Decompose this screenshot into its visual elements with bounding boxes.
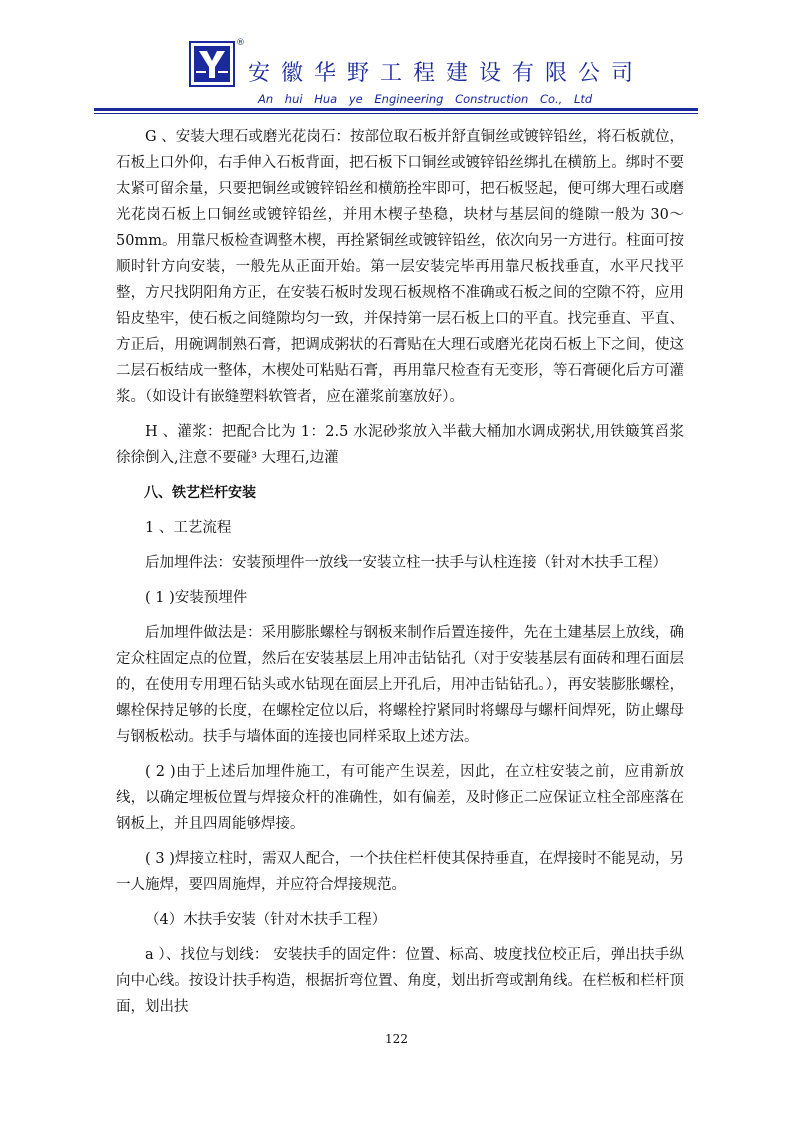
document-body <box>116 124 684 1029</box>
paragraph-positioning: a ）、找位与划线： 安装扶手的固定件：位置、标高、坡度找位校正后，弹出扶手纵向中心线。按设计扶手构造，根据折弯位置、角度，划出折弯或割角线。在栏板和栏杆顶面，划出扶 <box>116 947 684 1015</box>
header-rule-thick <box>94 108 698 111</box>
paragraph-post-embed-method: 后加埋件法：安装预埋件一放线一安装立柱一扶手与认柱连接（针对木扶手工程） <box>145 555 667 571</box>
paragraph-grouting: H 、灌浆：把配合比为 1：2.5 水泥砂浆放入半截大桶加水调成粥状,用铁簸箕舀浆徐徐倒入,注意不要碰³ 大理石,边灌 <box>116 424 684 466</box>
header-rule-thin <box>94 113 698 114</box>
section-heading-railing: 八、铁艺栏杆安装 <box>144 485 256 501</box>
subheading-wood-handrail: （4）木扶手安装（针对木扶手工程） <box>145 912 387 928</box>
subheading-process-flow: 1 、工艺流程 <box>145 520 232 536</box>
paragraph-step-2: ( 2 )由于上述后加埋件施工，有可能产生误差，因此，在立柱安装之前，应甫新放线，以确定埋板位置与焊接众杆的准确性，如有偏差，及时修正二应保证立柱全部座落在钢板上，并且四周能够焊接。 <box>116 764 684 832</box>
page-header <box>0 0 793 120</box>
paragraph-embed-procedure: 后加埋件做法是：采用膨胀螺栓与钢板来制作后置连接件，先在土建基层上放线，确定众柱固定点的位置，然后在安装基层上用冲击钻钻孔（对于安装基层有面砖和理石面层的，在使用专用理石钻头或水钻现在面层上开孔后，用冲击钻钻孔。），再安装膨胀螺栓，螺栓保持足够的长度，在螺栓定位以后，将螺栓拧紧同时将螺母与螺杆间焊死，防止螺母与钢板松动。扶手与墙体面的连接也同样采取上述方法。 <box>116 625 684 745</box>
company-logo-icon <box>189 41 235 87</box>
subheading-install-embed: ( 1 )安装预埋件 <box>145 590 248 606</box>
company-name-cn: 安徽华野工程建设有限公司 <box>248 61 645 86</box>
registered-trademark-mark: ® <box>236 38 245 48</box>
page-number: 122 <box>385 1032 408 1046</box>
paragraph-marble-install: G 、安装大理石或磨光花岗石：按部位取石板并舒直铜丝或镀锌铅丝，将石板就位，石板上口外仰，右手伸入石板背面，把石板下口铜丝或镀锌铅丝绑扎在横筋上。绑时不要太紧可留余量，只要把铜丝或镀锌铅丝和横筋拴牢即可，把石板竖起，便可绑大理石或磨光花岗石板上口铜丝或镀锌铅丝，并用木楔子垫稳，块材与基层间的缝隙一般为 30～50mm。用靠尺板检查调整木楔，再拴紧铜丝或镀锌铅丝，依次向另一方进行。柱面可按顺时针方向安装，一般先从正面开始。第一层安装完毕再用靠尺板找垂直，水平尺找平整，方尺找阴阳角方正，在安装石板时发现石板规格不准确或石板之间的空隙不符，应用铅皮垫牢，使石板之间缝隙均匀一致，并保持第一层石板上口的平直。找完垂直、平直、方正后，用碗调制熟石膏，把调成粥状的石膏贴在大理石或磨光花岗石板上下之间，使这二层石板结成一整体，木楔处可粘贴石膏，再用靠尺检查有无变形，等石膏硬化后方可灌浆。（如设计有嵌缝塑料软管者，应在灌浆前塞放好）。 <box>116 129 684 405</box>
paragraph-step-3: ( 3 )焊接立柱时，需双人配合，一个扶住栏杆使其保持垂直，在焊接时不能晃动，另一人施焊，要四周施焊，并应符合焊接规范。 <box>116 851 684 893</box>
company-name-en: An hui Hua ye Engineering Construction Co., Ltd <box>258 92 593 106</box>
